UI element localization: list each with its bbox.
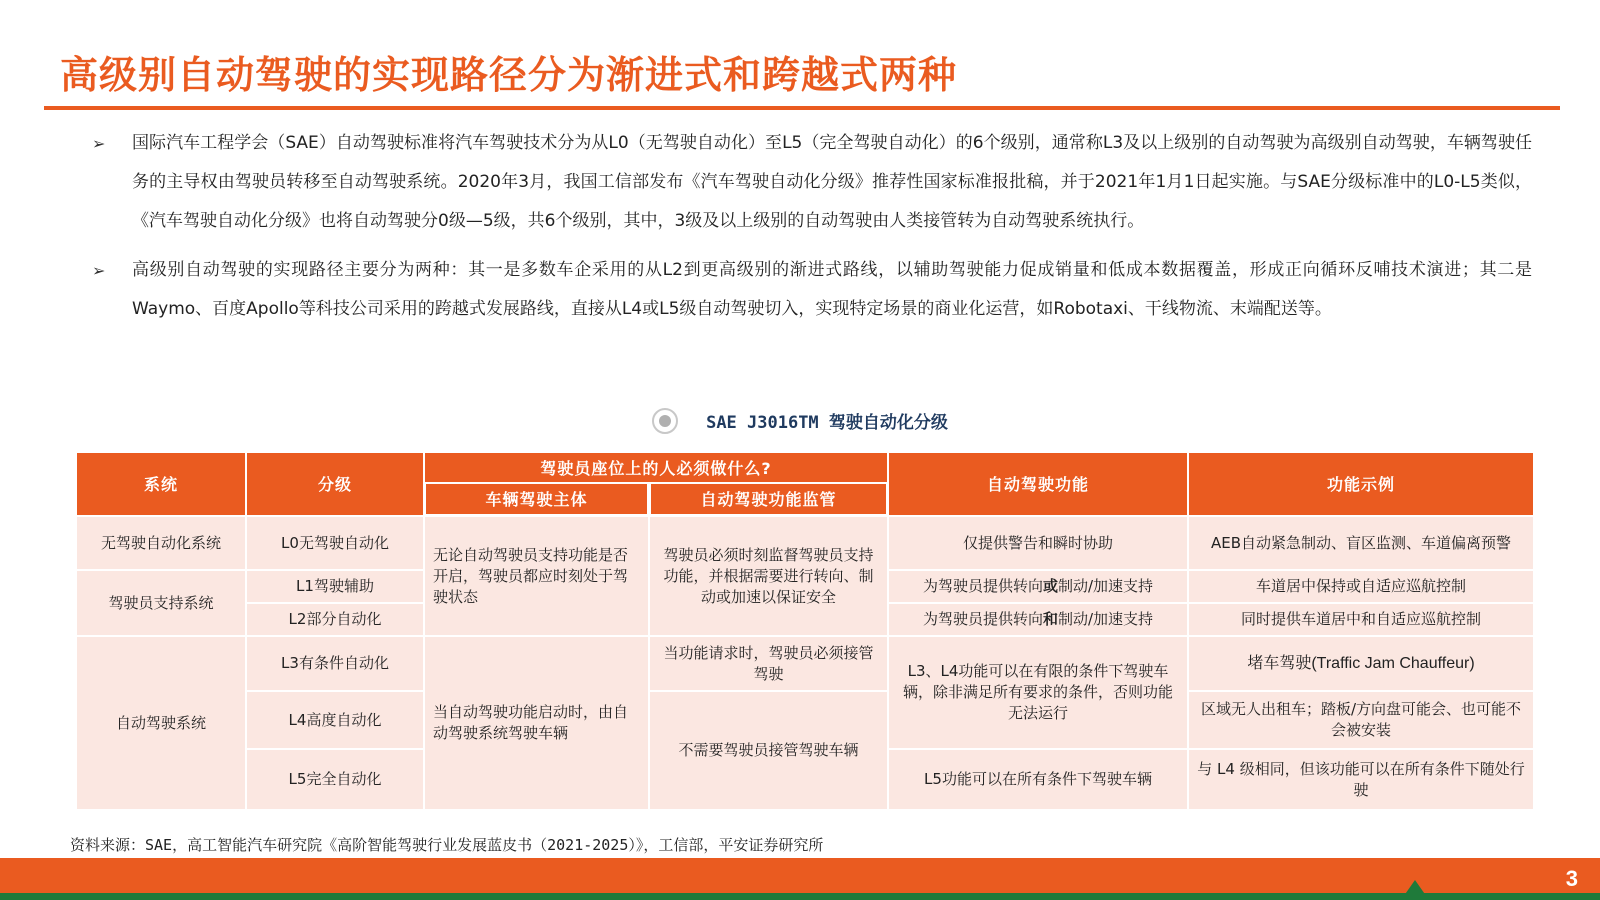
- function-l3-l4: L3、L4功能可以在有限的条件下驾驶车辆，除非满足所有要求的条件，否则功能无法运行: [888, 636, 1188, 749]
- system-none: 无驾驶自动化系统: [76, 516, 246, 570]
- bullet-item: [92, 251, 1532, 329]
- example-l5: 与 L4 级相同，但该功能可以在所有条件下随处行驶: [1188, 749, 1534, 810]
- example-l1: 车道居中保持或自适应巡航控制: [1188, 570, 1534, 603]
- system-support: 驾驶员支持系统: [76, 570, 246, 636]
- logo-icon: [1401, 880, 1429, 900]
- level-l5: L5完全自动化: [246, 749, 424, 810]
- bullet-text: 国际汽车工程学会（SAE）自动驾驶标准将汽车驾驶技术分为从L0（无驾驶自动化）至L5（完全驾驶自动化）的6个级别，通常称L3及以上级别的自动驾驶为高级别自动驾驶，车辆驾驶任务的主导权由驾驶员转移至自动驾驶系统。2020年3月，我国工信部发布《汽车驾驶自动化分级》推荐性国家标准报批稿，并于2021年1月1日起实施。与SAE分级标准中的L0-L5类似，《汽车驾驶自动化分级》也将自动驾驶分0级—5级，共6个级别，其中，3级及以上级别的自动驾驶由人类接管转为自动驾驶系统执行。: [132, 133, 1532, 231]
- bullet-item: [92, 124, 1532, 241]
- header-function: 自动驾驶功能: [888, 452, 1188, 516]
- system-auto: 自动驾驶系统: [76, 636, 246, 810]
- table-caption: [0, 408, 1600, 436]
- driver-subject-l0-l2: 无论自动驾驶员支持功能是否开启，驾驶员都应时刻处于驾驶状态: [424, 516, 649, 636]
- table-caption-text: SAE J3016TM 驾驶自动化分级: [706, 413, 948, 433]
- sae-levels-table: [76, 452, 1534, 810]
- monitoring-l4-l5: 不需要驾驶员接管驾驶车辆: [649, 691, 888, 810]
- function-l0: 仅提供警告和瞬时协助: [888, 516, 1188, 570]
- bullet-arrow-icon: ➢: [92, 134, 106, 153]
- header-examples: 功能示例: [1188, 452, 1534, 516]
- function-l2-prefix: 为驾驶员提供转向: [922, 610, 1043, 628]
- bullet-list: [92, 124, 1532, 329]
- level-l2: L2部分自动化: [246, 603, 424, 636]
- footer-stripe: [0, 893, 1600, 900]
- function-l2-emphasis: 和: [1042, 610, 1058, 628]
- header-level: 分级: [246, 452, 424, 516]
- target-circle-icon: [652, 408, 678, 434]
- function-l2: [888, 603, 1188, 636]
- function-l1: [888, 570, 1188, 603]
- header-monitoring: 自动驾驶功能监管: [649, 482, 888, 516]
- level-l0: L0无驾驶自动化: [246, 516, 424, 570]
- function-l1-emphasis: 或: [1042, 577, 1058, 595]
- header-seat-group: 驾驶员座位上的人必须做什么?: [424, 452, 888, 484]
- level-l1: L1驾驶辅助: [246, 570, 424, 603]
- function-l5: L5功能可以在所有条件下驾驶车辆: [888, 749, 1188, 810]
- function-l1-prefix: 为驾驶员提供转向: [922, 577, 1043, 595]
- level-l4: L4高度自动化: [246, 691, 424, 749]
- driver-subject-l3-l5: 当自动驾驶功能启动时，由自动驾驶系统驾驶车辆: [424, 636, 649, 810]
- header-system: 系统: [76, 452, 246, 516]
- function-l1-suffix: 制动/加速支持: [1057, 577, 1154, 595]
- bullet-arrow-icon: ➢: [92, 261, 106, 280]
- page-number: 3: [1565, 866, 1578, 891]
- example-l0: AEB自动紧急制动、盲区监测、车道偏离预警: [1188, 516, 1534, 570]
- bullet-text: 高级别自动驾驶的实现路径主要分为两种：其一是多数车企采用的从L2到更高级别的渐进式路线，以辅助驾驶能力促成销量和低成本数据覆盖，形成正向循环反哺技术演进；其二是Waymo、百度Apollo等科技公司采用的跨越式发展路线，直接从L4或L5级自动驾驶切入，实现特定场景的商业化运营，如Robotaxi、干线物流、末端配送等。: [132, 260, 1532, 319]
- monitoring-l3: 当功能请求时，驾驶员必须接管驾驶: [649, 636, 888, 691]
- header-driver-subject: 车辆驾驶主体: [424, 482, 649, 516]
- level-l3: L3有条件自动化: [246, 636, 424, 691]
- example-l4: 区域无人出租车；踏板/方向盘可能会、也可能不会被安装: [1188, 691, 1534, 749]
- function-l2-suffix: 制动/加速支持: [1057, 610, 1154, 628]
- source-note: 资料来源：SAE，高工智能汽车研究院《高阶智能驾驶行业发展蓝皮书（2021-2025）》，工信部，平安证券研究所: [70, 836, 824, 854]
- example-l3: 堵车驾驶(Traffic Jam Chauffeur): [1188, 636, 1534, 691]
- title-divider: [44, 106, 1560, 110]
- example-l2: 同时提供车道居中和自适应巡航控制: [1188, 603, 1534, 636]
- page-title: 高级别自动驾驶的实现路径分为渐进式和跨越式两种: [60, 52, 958, 97]
- monitoring-l0-l2: 驾驶员必须时刻监督驾驶员支持功能，并根据需要进行转向、制动或加速以保证安全: [649, 516, 888, 636]
